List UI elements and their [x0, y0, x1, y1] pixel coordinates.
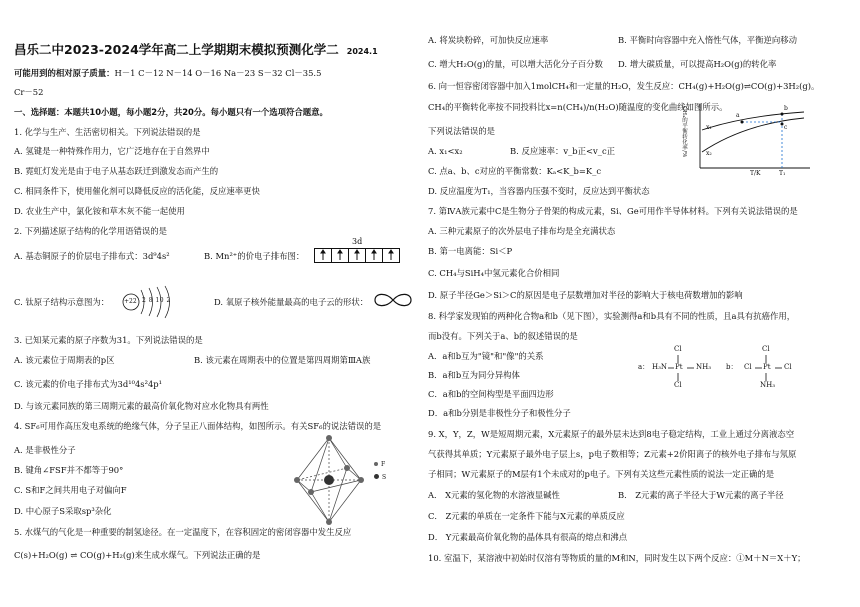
q7-option-c: C. CH₄与SiH₄中氢元素化合价相同 — [428, 268, 560, 278]
atomic-masses-cont: Cr－52 — [14, 87, 44, 97]
b-cl-top: Cl — [762, 345, 770, 353]
curve-x2: x₂ — [706, 150, 712, 157]
q4-option-d: D. 中心原子S采取sp³杂化 — [14, 506, 112, 516]
q1-option-d: D. 农业生产中，氯化铵和草木灰不能一起使用 — [14, 206, 185, 216]
q8-option-d: D．a和b分别是非极性分子和极性分子 — [428, 408, 571, 418]
exam-title: 昌乐二中2023-2024学年高二上学期期末模拟预测化学二 — [14, 42, 339, 57]
q8-option-a: A．a和b互为"镜"和"像"的关系 — [428, 351, 544, 361]
question-3: 3. 已知某元素的原子序数为31。下列说法错误的是 — [14, 335, 203, 345]
point-c: c — [784, 124, 788, 131]
q6-option-b: B. 反应速率：v_b正<v_c正 — [510, 146, 616, 156]
q3-option-d: D. 与该元素同族的第三周期元素的最高价氧化物对应水化物具有两性 — [14, 401, 269, 411]
question-6-prompt: 下列说法错误的是 — [428, 126, 495, 136]
q9-option-b: B． Z元素的离子半径大于W元素的离子半径 — [618, 490, 784, 500]
q1-option-c: C. 相同条件下，使用催化剂可以降低反应的活化能，反应速率更快 — [14, 186, 260, 196]
ti-atom-diagram — [117, 284, 177, 320]
b-cl-left: Cl — [744, 363, 752, 371]
graph-t1: T₁ — [779, 170, 786, 177]
point-a: a — [736, 112, 740, 119]
b-cl-right: Cl — [784, 363, 792, 371]
q5-option-c: C. 增大H₂O(g)的量，可以增大活化分子百分数 — [428, 59, 603, 69]
a-cl-bottom: Cl — [674, 381, 682, 389]
q7-option-a: A. 三种元素原子的次外层电子排布均是全充满状态 — [428, 226, 616, 236]
curve-x1: x₁ — [706, 124, 712, 131]
q9-option-c: C． Z元素的单质在一定条件下能与X元素的单质反应 — [428, 511, 625, 521]
q1-option-a: A. 氢键是一种特殊作用力，它广泛地存在于自然界中 — [14, 146, 210, 156]
q2-option-c: C. 钛原子结构示意图为： — [14, 297, 110, 307]
q6-option-c: C. 点a、b、c对应的平衡常数：Kₐ<K_b=K_c — [428, 166, 602, 176]
orbital-label: 3d — [352, 237, 363, 246]
a-h3n: H₃N — [652, 363, 668, 371]
q3-option-b: B. 该元素在周期表中的位置是第四周期第ⅢA族 — [194, 355, 371, 365]
sf6-legend — [374, 462, 386, 481]
question-2: 2. 下列描述原子结构的化学用语错误的是 — [14, 226, 168, 236]
legend-f: F — [381, 461, 386, 468]
structure-b-label: b： — [726, 363, 738, 371]
a-pt: Pt — [675, 363, 683, 371]
graph-svg — [684, 100, 814, 178]
q8-option-c: C．a和b的空间构型是平面四边形 — [428, 389, 554, 399]
question-6-ratio: CH₄的平衡转化率按不同投料比x=n(CH₄)/n(H₂O)随温度的变化曲线如图所示。 — [428, 102, 728, 112]
a-cl-top: Cl — [674, 345, 682, 353]
pt-structure-b — [726, 344, 846, 394]
q9-option-d: D． Y元素最高价氧化物的晶体具有很高的熔点和沸点 — [428, 532, 628, 542]
q4-option-c: C. S和F之间共用电子对偏向F — [14, 485, 127, 495]
graph-ylabel: CH₄的平衡转化率/% — [681, 106, 687, 158]
q6-conversion-graph — [681, 100, 814, 178]
question-1: 1. 化学与生产、生活密切相关。下列说法错误的是 — [14, 127, 201, 137]
q6-option-d: D. 反应温度为T₁，当容器内压强不变时，反应达到平衡状态 — [428, 186, 650, 196]
q5-equation: C(s)+H₂O(g) ⇌ CO(g)+H₂(g)来生成水煤气。下列说法正确的是 — [14, 550, 261, 560]
page-title — [14, 40, 378, 58]
sf6-octahedron — [289, 434, 369, 526]
structure-a-label: a： — [638, 363, 650, 371]
section-heading: 一、选择题：本题共10小题，每小题2分，共20分。每小题只有一个选项符合题意。 — [14, 107, 328, 117]
q3-option-c: C. 该元素的价电子排布式为3d¹⁰4s²4p¹ — [14, 379, 162, 389]
question-9-cont1: 气获得其单质；Y元素原子最外电子层上s，p电子数相等；Z元素+2价阳离子的核外电子排布与氖原 — [428, 449, 797, 459]
q2-option-d: D. 氧原子核外能量最高的电子云的形状： — [214, 297, 369, 307]
shell-electrons: 2 8 10 2 — [142, 297, 171, 304]
b-pt: Pt — [763, 363, 771, 371]
exam-date: 2024.1 — [346, 47, 378, 56]
orbital-boxes — [314, 248, 404, 264]
orbital-diagram — [314, 238, 404, 264]
question-8: 8. 科学家发现铂的两种化合物a和b（见下图），实验测得a和b具有不同的性质，且a具有抗癌作用， — [428, 311, 796, 321]
b-nh3: NH₃ — [760, 381, 776, 389]
q6-option-a: A. x₁<x₂ — [428, 146, 463, 156]
p-orbital-icon — [374, 292, 412, 308]
q2-option-b: B. Mn²⁺的价电子排布图： — [204, 251, 305, 261]
q3-option-a: A. 该元素位于周期表的p区 — [14, 355, 115, 365]
nucleus-charge: +22 — [124, 298, 137, 305]
question-10: 10. 室温下，某溶液中初始时仅溶有等物质的量的M和N，同时发生以下两个反应：①M＋N＝X＋Y； — [428, 553, 806, 563]
q5-option-b: B. 平衡时向容器中充入惰性气体，平衡逆向移动 — [618, 35, 797, 45]
point-b: b — [784, 105, 788, 112]
question-9: 9. X，Y，Z，W是短周期元素，X元素原子的最外层未达到8电子稳定结构，工业上通过分离液态空 — [428, 429, 795, 439]
question-6: 6. 向一恒容密闭容器中加入1molCH₄和一定量的H₂O，发生反应：CH₄(g)+H₂O(g)⇌CO(g)+3H₂(g)。 — [428, 81, 820, 91]
question-4: 4. SF₆可用作高压发电系统的绝缘气体，分子呈正八面体结构，如图所示。有关SF₆的说法错误的是 — [14, 421, 382, 431]
q7-option-b: B. 第一电离能：Si＜P — [428, 246, 513, 256]
q2-option-a: A. 基态铜原子的价层电子排布式：3d⁹4s² — [14, 251, 170, 261]
question-5: 5. 水煤气的气化是一种重要的制氢途径。在一定温度下，在容积固定的密闭容器中发生反应 — [14, 527, 352, 537]
q5-option-d: D. 增大碳质量，可以提高H₂O(g)的转化率 — [618, 59, 777, 69]
q8-option-b: B．a和b互为同分异构体 — [428, 370, 520, 380]
q4-option-a: A. 是非极性分子 — [14, 445, 76, 455]
q4-option-b: B. 键角∠FSF并不都等于90° — [14, 465, 124, 475]
q7-option-d: D. 原子半径Ge＞Si＞C的原因是电子层数增加对半径的影响大于核电荷数增加的影响 — [428, 290, 743, 300]
a-bonds — [638, 344, 718, 394]
a-nh3: NH₃ — [696, 363, 712, 371]
b-bonds — [726, 344, 806, 394]
q5-option-a: A. 将炭块粉碎，可加快反应速率 — [428, 35, 549, 45]
legend-s: S — [382, 474, 387, 481]
question-8-cont: 而b没有。下列关于a、b的叙述错误的是 — [428, 331, 578, 341]
q1-option-b: B. 霓虹灯发光是由于电子从基态跃迁到激发态而产生的 — [14, 166, 219, 176]
graph-xlabel: T/K — [750, 170, 761, 177]
question-7: 7. 第ⅣA族元素中C是生物分子骨架的构成元素，Si、Ge可用作半导体材料。下列有关说法错误的是 — [428, 206, 798, 216]
atomic-masses: H－1 C－12 N－14 O－16 Na－23 S－32 Cl－35.5 — [114, 68, 322, 78]
question-9-cont2: 子相同；W元素原子的M层有1个未成对的p电子。下列有关这些元素性质的说法一定正确的是 — [428, 469, 775, 479]
masses-label: 可能用到的相对原子质量： — [14, 68, 115, 78]
q9-option-a: A． X元素的氢化物的水溶液显碱性 — [428, 490, 560, 500]
